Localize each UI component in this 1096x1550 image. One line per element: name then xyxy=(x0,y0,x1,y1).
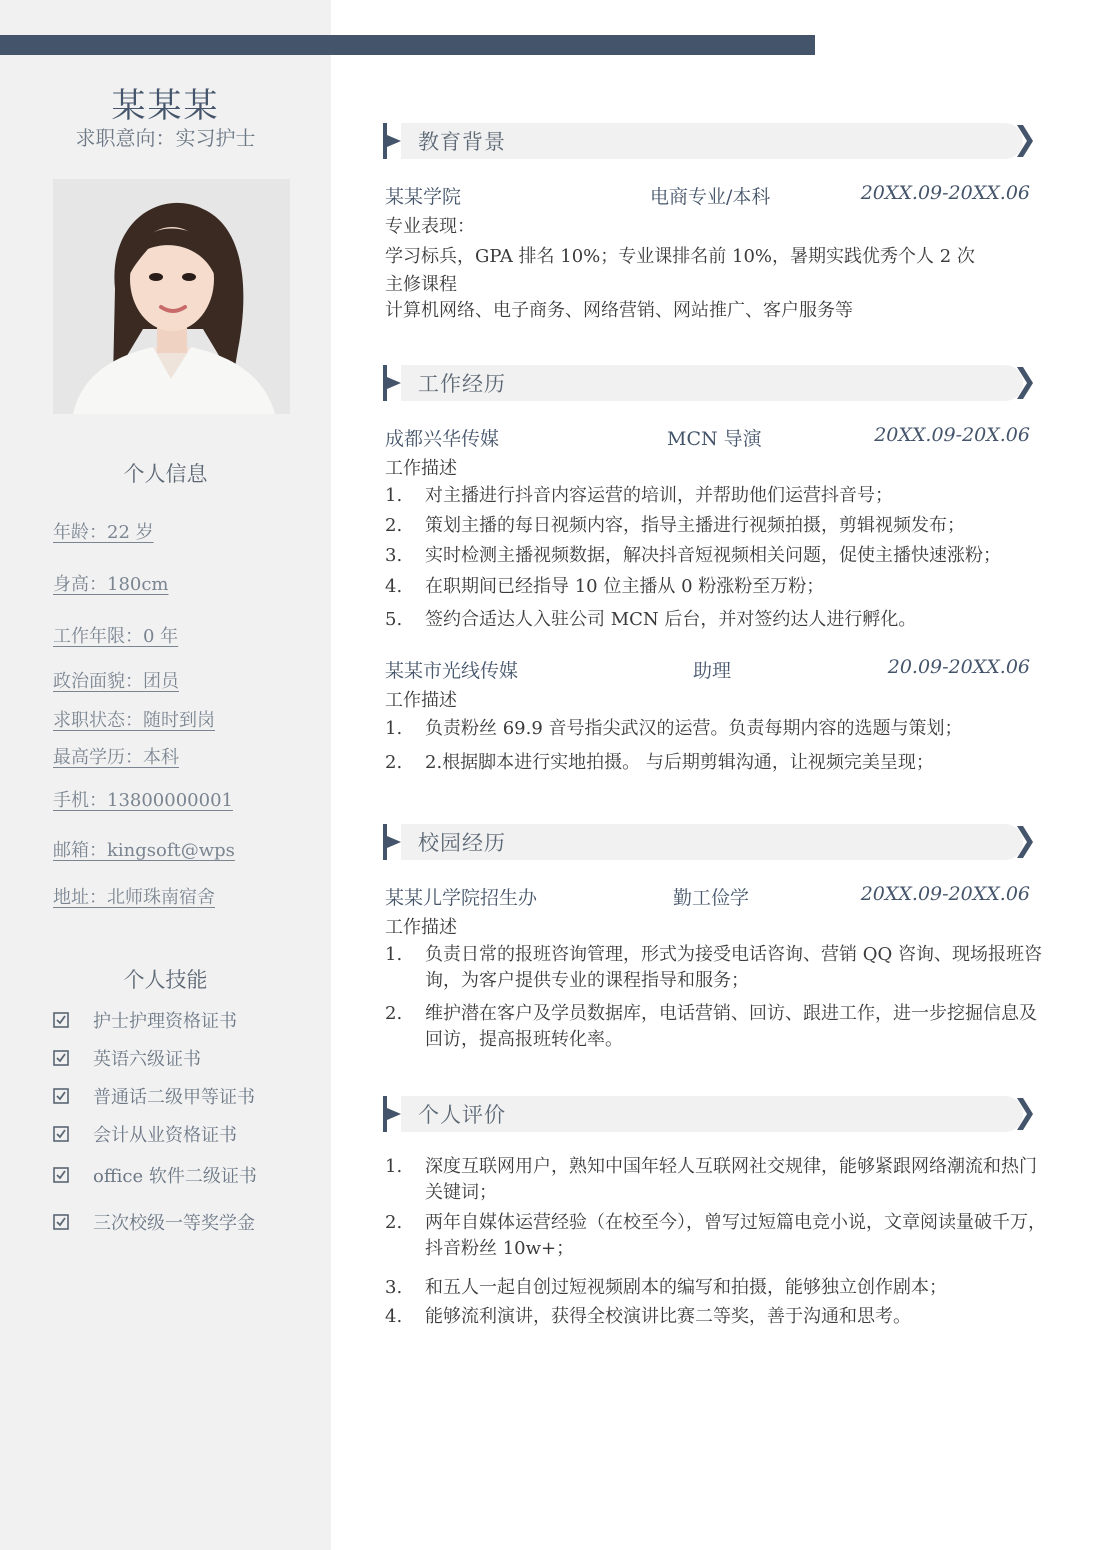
section-marker-icon xyxy=(383,824,405,860)
desc-label: 工作描述 xyxy=(385,690,457,711)
section-header-evaluation xyxy=(383,1096,1035,1132)
job-row xyxy=(385,656,1030,682)
section-marker-icon xyxy=(383,365,405,401)
section-title: 校园经历 xyxy=(418,831,506,855)
school-name: 某某学院 xyxy=(385,186,462,208)
section-header-campus xyxy=(383,824,1035,860)
skill-label: office 软件二级证书 xyxy=(93,1166,257,1187)
section-marker-icon xyxy=(383,123,405,159)
skill-label: 普通话二级甲等证书 xyxy=(93,1087,255,1108)
skill-item xyxy=(53,1121,237,1147)
company-name: 成都兴华传媒 xyxy=(385,428,500,450)
section-title: 工作经历 xyxy=(418,372,506,396)
checkbox-icon xyxy=(53,1050,83,1066)
skill-item xyxy=(53,1083,255,1109)
checkbox-icon xyxy=(53,1214,83,1230)
personal-info-title: 个人信息 xyxy=(123,462,208,486)
job-role: 助理 xyxy=(693,660,732,682)
courses-text: 计算机网络、电子商务、网络营销、网站推广、客户服务等 xyxy=(385,300,853,321)
perf-text: 学习标兵，GPA 排名 10%；专业课排名前 10%，暑期实践优秀个人 2 次 xyxy=(385,246,975,267)
skill-item xyxy=(53,1045,201,1071)
education-date: 20XX.09-20XX.06 xyxy=(860,182,1030,204)
info-address: 地址：北师珠南宿舍 xyxy=(53,887,215,908)
job-intent: 求职意向：实习护士 xyxy=(75,126,256,150)
section-header-education xyxy=(383,123,1035,159)
skill-label: 三次校级一等奖学金 xyxy=(93,1213,255,1234)
top-accent-bar xyxy=(0,35,815,55)
skill-item xyxy=(53,1162,257,1188)
skill-label: 护士护理资格证书 xyxy=(93,1011,237,1032)
profile-photo xyxy=(53,179,290,414)
campus-row xyxy=(385,883,1030,909)
info-political-status: 政治面貌：团员 xyxy=(53,671,179,692)
job-date: 20XX.09-20X.06 xyxy=(874,424,1030,446)
perf-label: 专业表现： xyxy=(385,216,475,237)
info-email[interactable]: 邮箱：kingsoft@wps xyxy=(53,840,235,861)
skills-title: 个人技能 xyxy=(123,968,208,992)
education-row xyxy=(385,182,1030,208)
section-title: 教育背景 xyxy=(418,130,506,154)
job-row xyxy=(385,424,1030,450)
chevron-right-icon xyxy=(1015,365,1035,401)
courses-label: 主修课程 xyxy=(385,274,457,295)
checkbox-icon xyxy=(53,1012,83,1028)
candidate-name: 某某某 xyxy=(111,86,220,126)
campus-org: 某某儿学院招生办 xyxy=(385,887,538,909)
section-title: 个人评价 xyxy=(418,1103,506,1127)
job-date: 20.09-20XX.06 xyxy=(887,656,1030,678)
campus-role: 勤工俭学 xyxy=(673,887,750,909)
info-height: 身高：180cm xyxy=(53,574,169,595)
chevron-right-icon xyxy=(1015,824,1035,860)
section-marker-icon xyxy=(383,1096,405,1132)
desc-label: 工作描述 xyxy=(385,458,457,479)
section-header-work xyxy=(383,365,1035,401)
chevron-right-icon xyxy=(1015,123,1035,159)
info-education: 最高学历：本科 xyxy=(53,747,179,768)
campus-date: 20XX.09-20XX.06 xyxy=(860,883,1030,905)
info-age: 年龄：22 岁 xyxy=(53,522,154,543)
checkbox-icon xyxy=(53,1167,83,1183)
skill-label: 会计从业资格证书 xyxy=(93,1125,237,1146)
info-work-years: 工作年限：0 年 xyxy=(53,626,179,647)
desc-label: 工作描述 xyxy=(385,917,457,938)
major: 电商专业/本科 xyxy=(650,186,771,208)
checkbox-icon xyxy=(53,1126,83,1142)
company-name: 某某市光线传媒 xyxy=(385,660,519,682)
chevron-right-icon xyxy=(1015,1096,1035,1132)
skill-item xyxy=(53,1209,255,1235)
checkbox-icon xyxy=(53,1088,83,1104)
info-job-status: 求职状态：随时到岗 xyxy=(53,710,215,731)
skill-label: 英语六级证书 xyxy=(93,1049,201,1070)
skill-item xyxy=(53,1007,237,1033)
info-phone[interactable]: 手机：13800000001 xyxy=(53,790,233,811)
job-role: MCN 导演 xyxy=(667,428,762,450)
